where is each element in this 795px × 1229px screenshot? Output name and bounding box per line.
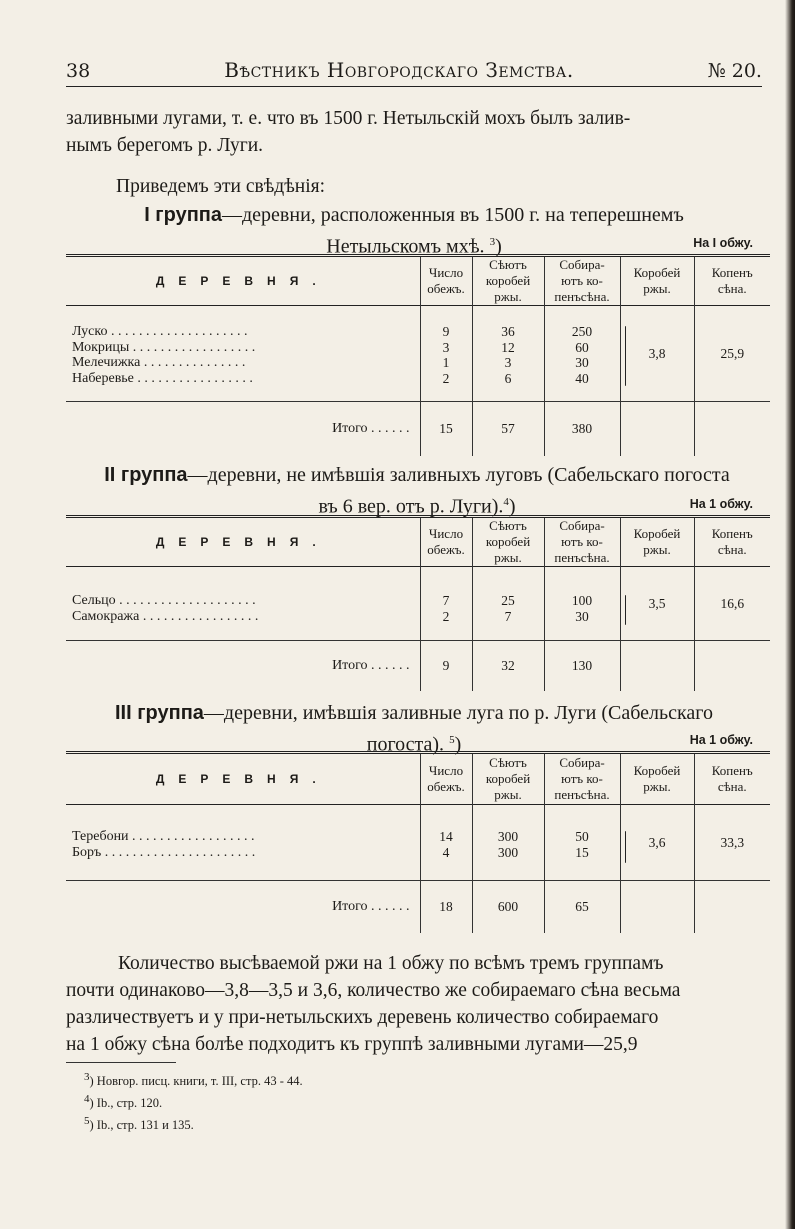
- group-1-per-obzha: На I обжу.: [693, 236, 753, 250]
- group-3-heading: III группа—деревни, имѣвшія заливные луга по р. Луги (Сабельскаго погоста). $^5$): [115, 702, 713, 756]
- intro-line-1: заливными лугами, т. е. что въ 1500 г. Нетыльскій мохъ былъ залив-: [66, 108, 631, 129]
- brace: [625, 831, 626, 863]
- group-3-table: ДЕРЕВНЯ. Число обежъ. Сѣютъ коробей ржы. Собира- ютъ ко- пенъсѣна. Коробей ржы. Копенъ сѣна. Теребони . . . . . . . . . . . . . . . . . . Боръ . . . . . . . . . . . . . . . . . . . . . . 14 4 300 300 50 15 3,6 33,3 Итого . . . . . . 18 600 65: [66, 751, 770, 933]
- total-row: Итого . . . . . . 18 600 65: [66, 881, 770, 933]
- group-3-per-obzha: На 1 обжу.: [689, 733, 753, 747]
- village-name: Теребони . . . . . . . . . . . . . . . . . .: [72, 829, 255, 844]
- intro-line-2: нымъ берегомъ р. Луги.: [66, 135, 264, 156]
- group-3-title-rest: —деревни, имѣвшія заливные луга по р. Луги (Сабельскаго: [203, 702, 713, 724]
- col-box-rye: Коробей ржы.: [620, 256, 694, 306]
- village-name: Мелечижка . . . . . . . . . . . . . . .: [72, 355, 246, 370]
- group-3-title-line2: погоста).: [366, 733, 445, 756]
- conclusion-line: различествуетъ и у при-нетыльскихъ деревень количество собираемаго: [66, 1007, 659, 1028]
- intro-paragraph: [66, 105, 762, 159]
- brace: [625, 326, 626, 386]
- group-1-table: [66, 254, 770, 456]
- avg-kopen: 25,9: [694, 306, 770, 402]
- avg-box-rye: 3,5: [648, 595, 666, 611]
- conclusion-line: на 1 обжу сѣна болѣе подходитъ къ группѣ заливными лугами—25,9: [66, 1034, 638, 1055]
- issue-number: № 20.: [707, 60, 762, 82]
- col-village: ДЕРЕВНЯ.: [155, 274, 330, 288]
- table-row: Сельцо . . . . . . . . . . . . . . . . . . . . Самокража . . . . . . . . . . . . . . . . . 7 2 25 7 100 30 3,5 16,6: [66, 567, 770, 641]
- footnote: $^4$) Ib., стр. 120.: [84, 1093, 163, 1111]
- total-row: Итого . . . . . . 15 57 380: [66, 402, 770, 456]
- page-number: 38: [66, 60, 91, 82]
- header-rule: [66, 86, 762, 87]
- intro-line-3: Приведемъ эти свѣдѣнія:: [116, 176, 326, 197]
- group-1-footnote-mark: 3: [489, 236, 496, 248]
- brace: [625, 595, 626, 625]
- table-row: Теребони . . . . . . . . . . . . . . . . . . Боръ . . . . . . . . . . . . . . . . . . . . . . 14 4 300 300 50 15 3,6 33,3: [66, 805, 770, 881]
- col-kopen: Копенъ сѣна.: [694, 256, 770, 306]
- group-2-title-line2: въ 6 вер. отъ р. Луги).: [318, 495, 504, 518]
- group-2-title-label: II группа: [104, 464, 188, 486]
- group-3-footnote-mark: 5: [449, 734, 455, 746]
- village-name: Боръ . . . . . . . . . . . . . . . . . . . . . .: [72, 844, 256, 860]
- footnotes: [84, 1068, 303, 1134]
- page-edge-shadow: [785, 0, 795, 1229]
- group-3-title-label: III группа: [115, 702, 204, 724]
- journal-title: Вѣстникъ Новгородскаго Земства.: [224, 58, 574, 82]
- avg-kopen: 16,6: [694, 567, 770, 641]
- group-2-table: ДЕРЕВНЯ. Число обежъ. Сѣютъ коробей ржы. Собира- ютъ ко- пенъсѣна. Коробей ржы. Копенъ сѣна. Сельцо . . . . . . . . . . . . . . . . . . . . Самокража . . . . . . . . . . . . . . . . . 7 2 25 7 100 30 3,5 16,6 Итого . . . . . . 9 32 130: [66, 515, 770, 691]
- running-head: [66, 58, 762, 86]
- avg-kopen: 33,3: [694, 805, 770, 881]
- col-obzha: Число обежъ.: [420, 256, 472, 306]
- avg-box-rye: 3,8: [648, 345, 666, 361]
- conclusion-line: почти одинаково—3,8—3,5 и 3,6, количество же собираемаго сѣна весьма: [66, 980, 681, 1001]
- avg-box-rye: 3,6: [648, 834, 666, 850]
- group-2-footnote-mark: 4: [503, 496, 509, 508]
- group-1-title-label: I группа: [144, 204, 222, 226]
- total-row: Итого . . . . . . 9 32 130: [66, 641, 770, 691]
- footnote-rule: [66, 1062, 176, 1063]
- group-2-per-obzha: На 1 обжу.: [689, 497, 753, 511]
- group-2-heading: II группа—деревни, не имѣвшія заливныхъ луговъ (Сабельскаго погоста въ 6 вер. отъ р. Луги).$^4$): [104, 464, 730, 518]
- footnote: $^3$) Новгор. писц. книги, т. III, стр. 43 - 44.: [84, 1071, 303, 1089]
- village-name: Самокража . . . . . . . . . . . . . . . . .: [72, 608, 259, 624]
- village-name: Луско . . . . . . . . . . . . . . . . . . . .: [72, 324, 248, 339]
- group-1-heading: I группа—деревни, расположенныя въ 1500 г. на теперешнемъ Нетыльскомъ мхѣ. $^3$): [144, 204, 684, 258]
- col-collect: Собира- ютъ ко- пенъсѣна.: [544, 256, 620, 306]
- village-name: Сельцо . . . . . . . . . . . . . . . . . . . .: [72, 593, 256, 608]
- footnote: $^5$) Ib., стр. 131 и 135.: [84, 1115, 194, 1133]
- village-name: Мокрицы . . . . . . . . . . . . . . . . . .: [72, 339, 256, 355]
- group-1-title-line2: Нетыльскомъ мхѣ.: [326, 235, 485, 258]
- conclusion-line: Количество высѣваемой ржи на 1 обжу по всѣмъ тремъ группамъ: [118, 953, 664, 974]
- group-2-title-rest: —деревни, не имѣвшія заливныхъ луговъ (Сабельскаго погоста: [187, 464, 730, 486]
- conclusion-paragraph: [66, 950, 766, 1058]
- group-1-title-rest: —деревни, расположенныя въ 1500 г. на теперешнемъ: [222, 204, 684, 226]
- col-sow: Сѣютъ коробей ржы.: [472, 256, 544, 306]
- village-name: Наберевье . . . . . . . . . . . . . . . . .: [72, 370, 253, 386]
- table-row: Луско . . . . . . . . . . . . . . . . . . . . Мокрицы . . . . . . . . . . . . . . . . . . Мелечижка . . . . . . . . . . . . . . . Наберевье . . . . . . . . . . . . . . . . . 9 3 1 2 36 12 3 6 250 60 30 40 3,8 25,9: [66, 306, 770, 402]
